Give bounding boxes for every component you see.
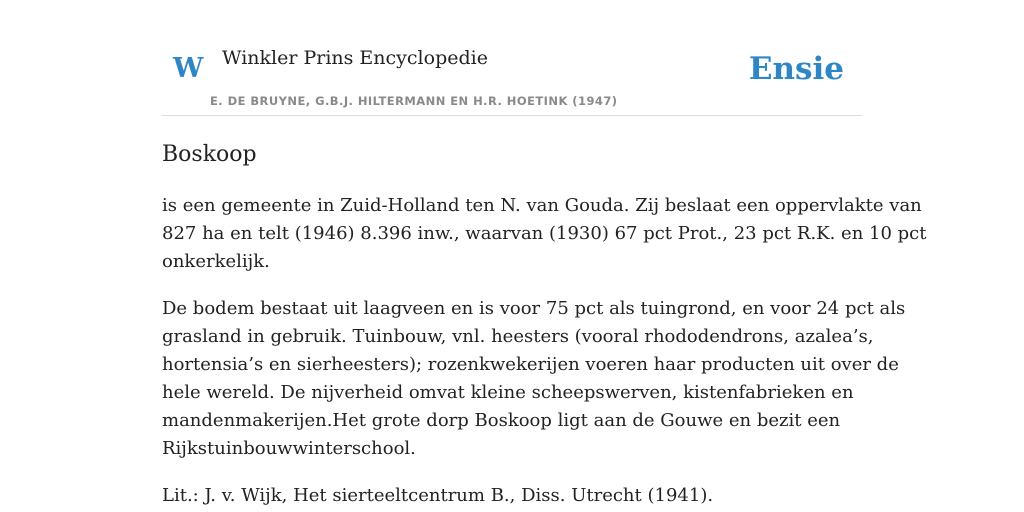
paragraph-line: onkerkelijk. [162,251,270,272]
paragraph-line: Rijkstuinbouwwinterschool. [162,438,416,459]
publication-authors: E. DE BRUYNE, G.B.J. HILTERMANN EN H.R. HOETINK (1947) [210,94,618,108]
site-header [162,30,862,116]
paragraph-line: is een gemeente in Zuid-Holland ten N. van Gouda. Zij beslaat een oppervlakte van [162,195,922,216]
article-body [162,192,927,510]
article-paragraph-1 [162,192,927,276]
paragraph-line: De bodem bestaat uit laagveen en is voor 75 pct als tuingrond, en voor 24 pct als [162,298,906,319]
paragraph-line: hortensia’s en sierheesters); rozenkwekerijen voeren haar producten uit over de [162,354,899,375]
ensie-brand-link[interactable]: Ensie [748,51,844,87]
literature-line: Lit.: J. v. Wijk, Het sierteeltcentrum B., Diss. Utrecht (1941). [162,485,714,506]
article-paragraph-2 [162,295,906,463]
paragraph-line: hele wereld. De nijverheid omvat kleine scheepswerven, kistenfabrieken en [162,382,854,403]
paragraph-line: 827 ha en telt (1946) 8.396 inw., waarvan (1930) 67 pct Prot., 23 pct R.K. en 10 pct [162,223,927,244]
article-literature [162,482,866,510]
paragraph-line: mandenmakerijen.Het grote dorp Boskoop ligt aan de Gouwe en bezit een [162,410,841,431]
article-title: Boskoop [162,142,257,167]
winkler-prins-logo: W [173,53,204,84]
publication-title: Winkler Prins Encyclopedie [222,47,488,69]
paragraph-line: grasland in gebruik. Tuinbouw, vnl. heesters (vooral rhododendrons, azalea’s, [162,326,874,347]
